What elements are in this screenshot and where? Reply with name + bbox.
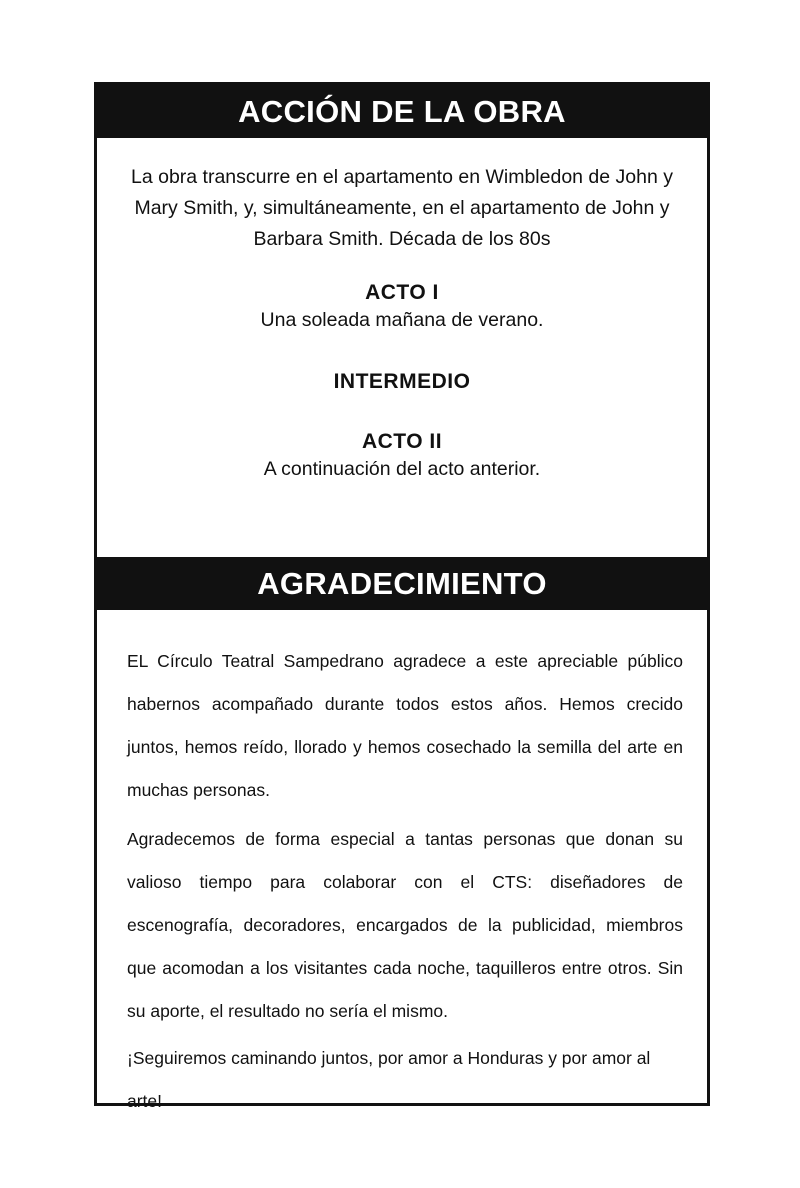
accion-title: ACCIÓN DE LA OBRA <box>238 94 566 129</box>
acto2-title: ACTO II <box>361 430 443 453</box>
acto1-description: Una soleada mañana de verano. <box>260 309 544 331</box>
thanks-paragraph: EL Círculo Teatral Sampedrano agradece a este apreciable público habernos acompañado durante todos estos años. Hemos crecido juntos, hemos reído, llorado y hemos cosechado la semilla del arte en muchas personas. <box>127 651 683 800</box>
acto2-description: A continuación del acto anterior. <box>263 458 541 480</box>
intermedio-label: INTERMEDIO <box>333 370 471 393</box>
thanks-closing: ¡Seguiremos caminando juntos, por amor a Honduras y por amor al arte! <box>127 1048 651 1111</box>
agradecimiento-title: AGRADECIMIENTO <box>257 566 547 601</box>
thanks-paragraph: Agradecemos de forma especial a tantas personas que donan su valioso tiempo para colaborar con el CTS: diseñadores de escenografía, decoradores, encargados de la publicidad, miembros que acomodan a los visitantes cada noche, taquilleros entre otros. Sin su aporte, el resultado no sería el mismo. <box>127 829 683 1021</box>
accion-intro: La obra transcurre en el apartamento en Wimbledon de John y Mary Smith, y, simultáneamente, en el apartamento de John y Barbara Smith. Década de los 80s <box>131 166 673 250</box>
program-frame <box>94 82 710 1111</box>
accion-header <box>97 85 707 138</box>
agradecimiento-body <box>127 640 683 1123</box>
acto1-title: ACTO I <box>365 281 439 304</box>
agradecimiento-header <box>97 557 707 610</box>
